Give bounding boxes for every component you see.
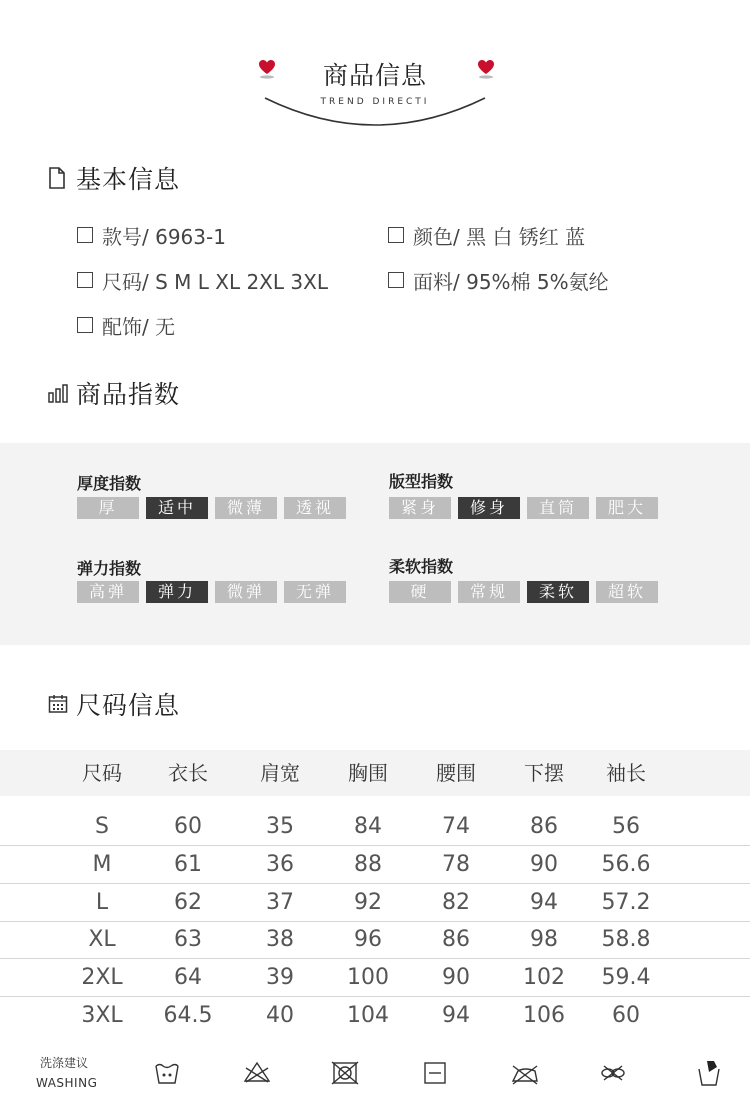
table-cell: 94: [530, 890, 558, 915]
table-cell: 100: [347, 965, 389, 990]
index-option: 高弹: [77, 581, 139, 603]
table-cell: 63: [174, 927, 202, 952]
index-label-softness: 柔软指数: [389, 557, 454, 576]
index-option: 常规: [458, 581, 520, 603]
table-cell: 59.4: [601, 965, 651, 990]
table-row: [0, 884, 750, 922]
table-cell: 39: [266, 965, 294, 990]
wash-bucket-icon: [694, 1058, 724, 1088]
index-option: 无弹: [284, 581, 346, 603]
washing-label: 洗涤建议: [40, 1056, 89, 1070]
checkbox-square-icon: [77, 317, 93, 333]
table-cell: 104: [347, 1003, 389, 1028]
table-cell: 84: [354, 814, 382, 839]
table-cell: 106: [523, 1003, 565, 1028]
bar-chart-icon: [48, 382, 70, 404]
table-cell: 78: [442, 852, 470, 877]
page-title: 商品信息: [322, 61, 427, 90]
info-text: 面料/ 95%棉 5%氨纶: [413, 269, 609, 294]
table-header-cell: 袖长: [606, 761, 646, 785]
table-cell: 40: [266, 1003, 294, 1028]
table-cell: 90: [442, 965, 470, 990]
table-row: [0, 808, 750, 846]
heart-icon: [477, 59, 495, 79]
table-cell: XL: [88, 927, 116, 952]
table-header-cell: 衣长: [168, 761, 208, 785]
info-text: 配饰/ 无: [102, 314, 176, 339]
flat-dry-icon: [420, 1058, 450, 1088]
index-scale-softness: [389, 581, 665, 603]
index-scale-thickness: [77, 497, 353, 519]
page-header: [0, 0, 750, 150]
table-cell: 94: [442, 1003, 470, 1028]
table-header-cell: 下摆: [524, 761, 564, 785]
table-cell: 64.5: [163, 1003, 213, 1028]
page-subtitle: TREND DIRECTI: [320, 97, 430, 107]
table-cell: 86: [530, 814, 558, 839]
index-label-elasticity: 弹力指数: [77, 559, 142, 578]
index-label-thickness: 厚度指数: [77, 474, 142, 493]
table-cell: 102: [523, 965, 565, 990]
index-option: 直筒: [527, 497, 589, 519]
table-header-cell: 腰围: [436, 761, 476, 785]
info-text: 尺码/ S M L XL 2XL 3XL: [102, 269, 328, 294]
index-option: 紧身: [389, 497, 451, 519]
table-cell: 92: [354, 890, 382, 915]
info-item-color: [388, 220, 585, 250]
washing-bar: [0, 1040, 750, 1103]
index-option: 微薄: [215, 497, 277, 519]
section-title: 商品指数: [76, 380, 181, 409]
index-option-selected: 修身: [458, 497, 520, 519]
index-option: 微弹: [215, 581, 277, 603]
table-row: [0, 846, 750, 884]
index-option: 透视: [284, 497, 346, 519]
table-cell: 74: [442, 814, 470, 839]
index-option: 硬: [389, 581, 451, 603]
table-row: [0, 921, 750, 959]
table-cell: 37: [266, 890, 294, 915]
table-cell: L: [95, 890, 109, 915]
table-cell: 98: [530, 927, 558, 952]
table-header-cell: 尺码: [82, 761, 122, 785]
table-cell: 96: [354, 927, 382, 952]
table-row: [0, 997, 750, 1035]
table-header-cell: 胸围: [348, 761, 388, 785]
checkbox-square-icon: [388, 272, 404, 288]
checkbox-square-icon: [77, 227, 93, 243]
info-item-fabric: [388, 265, 609, 295]
table-cell: M: [92, 852, 112, 877]
table-cell: 60: [612, 1003, 640, 1028]
no-dry-clean-icon: [598, 1058, 628, 1088]
table-cell: 90: [530, 852, 558, 877]
index-option-selected: 柔软: [527, 581, 589, 603]
section-heading-index: [48, 376, 180, 410]
index-option: 肥大: [596, 497, 658, 519]
section-heading-size: [48, 687, 180, 721]
table-cell: 60: [174, 814, 202, 839]
size-table-header: [0, 750, 750, 796]
info-item-size: [77, 265, 328, 295]
table-cell: 56.6: [601, 852, 651, 877]
section-heading-basic: [48, 161, 180, 195]
table-cell: 58.8: [601, 927, 651, 952]
index-panel: [0, 443, 750, 645]
index-option: 超软: [596, 581, 658, 603]
table-cell: 3XL: [81, 1003, 123, 1028]
index-scale-fit: [389, 497, 665, 519]
index-option-selected: 适中: [146, 497, 208, 519]
document-icon: [48, 167, 70, 189]
info-item-accessory: [77, 310, 175, 340]
table-cell: 57.2: [601, 890, 651, 915]
info-item-style-no: [77, 220, 226, 250]
table-header-cell: 肩宽: [260, 761, 300, 785]
decorative-arc: [262, 92, 488, 132]
table-cell: 61: [174, 852, 202, 877]
info-text: 款号/ 6963-1: [102, 224, 226, 249]
table-cell: 35: [266, 814, 294, 839]
table-cell: 82: [442, 890, 470, 915]
checkbox-square-icon: [77, 272, 93, 288]
checkbox-square-icon: [388, 227, 404, 243]
info-text: 颜色/ 黑 白 锈红 蓝: [413, 224, 586, 249]
index-option: 厚: [77, 497, 139, 519]
no-iron-icon: [510, 1058, 540, 1088]
table-cell: 86: [442, 927, 470, 952]
section-title: 尺码信息: [76, 691, 181, 720]
table-cell: 64: [174, 965, 202, 990]
table-cell: 38: [266, 927, 294, 952]
table-cell: 88: [354, 852, 382, 877]
calendar-icon: [48, 693, 70, 715]
table-row: [0, 959, 750, 997]
index-option-selected: 弹力: [146, 581, 208, 603]
table-cell: 56: [612, 814, 640, 839]
index-scale-elasticity: [77, 581, 353, 603]
section-title: 基本信息: [76, 165, 181, 194]
table-cell: 2XL: [81, 965, 123, 990]
table-cell: 62: [174, 890, 202, 915]
index-label-fit: 版型指数: [389, 472, 454, 491]
table-cell: S: [95, 814, 109, 839]
no-tumble-dry-icon: [330, 1058, 360, 1088]
washing-label-en: WASHING: [36, 1076, 98, 1090]
no-bleach-icon: [242, 1058, 272, 1088]
table-cell: 36: [266, 852, 294, 877]
hand-wash-icon: [152, 1058, 182, 1088]
